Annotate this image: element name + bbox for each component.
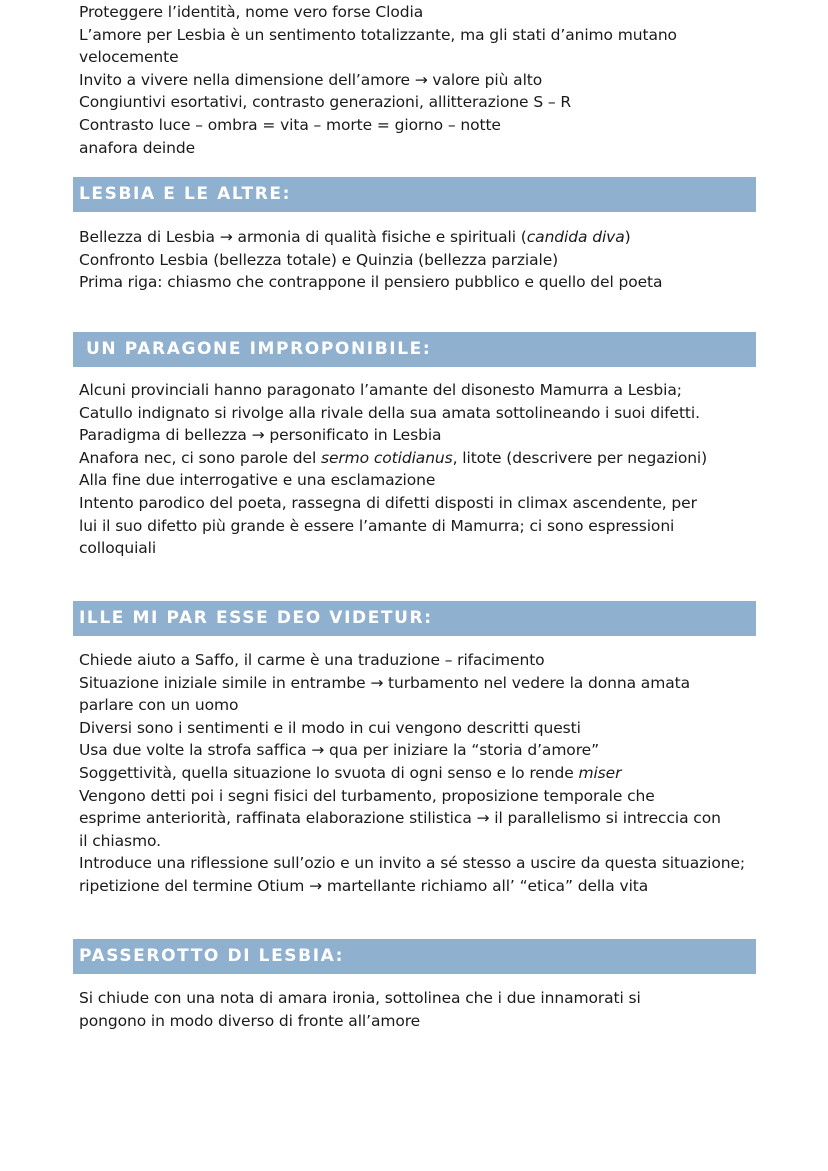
text-line: velocemente [79, 48, 179, 67]
text-line: Vengono detti poi i segni fisici del turbamento, proposizione temporale che [79, 786, 655, 805]
text-line: Alla fine due interrogative e una esclamazione [79, 471, 436, 490]
text-line: Usa due volte la strofa saffica → qua per iniziare la “storia d’amore” [79, 741, 599, 760]
text-line: Diversi sono i sentimenti e il modo in cui vengono descritti questi [79, 718, 581, 737]
text-line: Prima riga: chiasmo che contrappone il pensiero pubblico e quello del poeta [79, 273, 663, 292]
text-line: colloquiali [79, 539, 157, 558]
section-heading-un-paragone-improponibile: UN PARAGONE IMPROPONIBILE: [73, 332, 756, 367]
text-line: Situazione iniziale simile in entrambe → turbamento nel vedere la donna amata [79, 673, 690, 692]
text-line: Si chiude con una nota di amara ironia, sottolinea che i due innamorati si [79, 989, 641, 1007]
text-line: lui il suo difetto più grande è essere l’amante di Mamurra; ci sono espressioni [79, 516, 675, 535]
section-body-lesbia-e-le-altre [79, 226, 779, 294]
text-line: Introduce una riflessione sull’ozio e un invito a sé stesso a uscire da questa situazione; [79, 854, 746, 873]
text-line: Proteggere l’identità, nome vero forse Clodia [79, 3, 424, 21]
text-line: Soggettività, quella situazione lo svuota di ogni senso e lo rende miser [79, 763, 622, 782]
text-line: esprime anteriorità, raffinata elaborazione stilistica → il parallelismo si intreccia con [79, 809, 721, 828]
text-line: Alcuni provinciali hanno paragonato l’amante del disonesto Mamurra a Lesbia; [79, 381, 682, 399]
text-line: L’amore per Lesbia è un sentimento totalizzante, ma gli stati d’animo mutano [79, 25, 677, 44]
section-body-un-paragone-improponibile [79, 379, 779, 560]
text-line: ripetizione del termine Otium → martellante richiamo all’ “etica” della vita [79, 876, 649, 895]
text-line: Paradigma di bellezza → personificato in Lesbia [79, 426, 442, 445]
text-line: Intento parodico del poeta, rassegna di difetti disposti in climax ascendente, per [79, 493, 697, 512]
section-body-passerotto-di-lesbia [79, 987, 779, 1032]
intro-paragraph [79, 1, 779, 159]
section-heading-lesbia-e-le-altre: LESBIA E LE ALTRE: [73, 177, 756, 212]
text-line: Anafora nec, ci sono parole del sermo cotidianus, litote (descrivere per negazioni) [79, 448, 708, 467]
text-line: Confronto Lesbia (bellezza totale) e Quinzia (bellezza parziale) [79, 250, 559, 269]
text-line: Chiede aiuto a Saffo, il carme è una traduzione – rifacimento [79, 651, 545, 669]
text-line: Catullo indignato si rivolge alla rivale della sua amata sottolineando i suoi difetti. [79, 403, 700, 422]
text-line: Congiuntivi esortativi, contrasto generazioni, allitterazione S – R [79, 93, 572, 112]
section-heading-ille-mi-par-esse-deo-videtur: ILLE MI PAR ESSE DEO VIDETUR: [73, 601, 756, 636]
text-line: il chiasmo. [79, 831, 161, 850]
text-line: Contrasto luce – ombra = vita – morte = giorno – notte [79, 115, 501, 134]
text-line: Bellezza di Lesbia → armonia di qualità fisiche e spirituali (candida diva) [79, 228, 631, 246]
text-line: anafora deinde [79, 138, 196, 157]
section-heading-passerotto-di-lesbia: PASSEROTTO DI LESBIA: [73, 939, 756, 974]
section-body-ille-mi-par-esse-deo-videtur [79, 649, 779, 898]
text-line: parlare con un uomo [79, 696, 239, 715]
text-line: pongono in modo diverso di fronte all’amore [79, 1011, 421, 1030]
text-line: Invito a vivere nella dimensione dell’amore → valore più alto [79, 70, 543, 89]
